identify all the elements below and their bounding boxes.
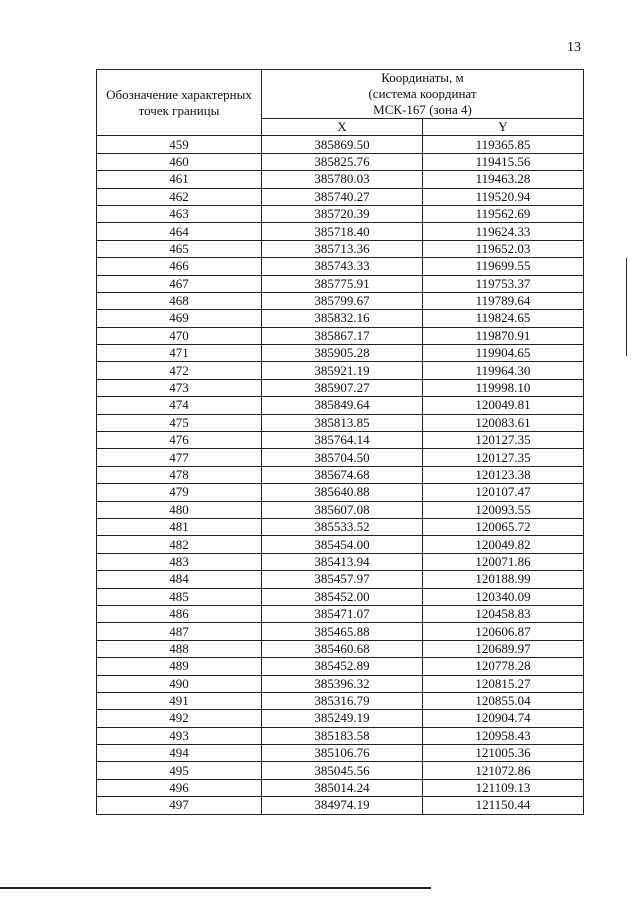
x-coordinate-cell: 385465.88: [262, 623, 423, 640]
y-coordinate-cell: 119562.69: [423, 205, 584, 222]
x-coordinate-cell: 385106.76: [262, 745, 423, 762]
point-number-cell: 489: [97, 658, 262, 675]
point-number-cell: 490: [97, 675, 262, 692]
point-number-cell: 497: [97, 797, 262, 814]
table-row: [97, 432, 584, 449]
y-coordinate-cell: 121109.13: [423, 779, 584, 796]
x-column-header: X: [262, 119, 423, 136]
table-row: [97, 136, 584, 153]
y-coordinate-cell: 120855.04: [423, 692, 584, 709]
point-number-cell: 459: [97, 136, 262, 153]
point-number-cell: 460: [97, 153, 262, 170]
y-coordinate-cell: 119964.30: [423, 362, 584, 379]
table-row: [97, 292, 584, 309]
y-coordinate-cell: 119870.91: [423, 327, 584, 344]
y-coordinate-cell: 120689.97: [423, 640, 584, 657]
table-row: [97, 379, 584, 396]
table-row: [97, 310, 584, 327]
table-row: [97, 571, 584, 588]
point-number-cell: 468: [97, 292, 262, 309]
table-row: [97, 258, 584, 275]
table-row: [97, 762, 584, 779]
y-coordinate-cell: 120127.35: [423, 432, 584, 449]
y-coordinate-cell: 119789.64: [423, 292, 584, 309]
y-coordinate-cell: 119365.85: [423, 136, 584, 153]
table-row: [97, 710, 584, 727]
table-row: [97, 223, 584, 240]
table-row: [97, 779, 584, 796]
x-coordinate-cell: 385907.27: [262, 379, 423, 396]
table-row: [97, 658, 584, 675]
table-row: [97, 188, 584, 205]
y-coordinate-cell: 119753.37: [423, 275, 584, 292]
table-row: [97, 675, 584, 692]
point-number-cell: 462: [97, 188, 262, 205]
y-coordinate-cell: 120958.43: [423, 727, 584, 744]
footer-rule: [0, 887, 431, 889]
table-row: [97, 362, 584, 379]
point-number-cell: 493: [97, 727, 262, 744]
y-coordinate-cell: 120065.72: [423, 518, 584, 535]
point-number-cell: 477: [97, 449, 262, 466]
x-coordinate-cell: 385704.50: [262, 449, 423, 466]
x-coordinate-cell: 385718.40: [262, 223, 423, 240]
x-coordinate-cell: 385471.07: [262, 605, 423, 622]
point-number-cell: 466: [97, 258, 262, 275]
x-coordinate-cell: 385813.85: [262, 414, 423, 431]
point-number-cell: 488: [97, 640, 262, 657]
y-coordinate-cell: 120815.27: [423, 675, 584, 692]
point-number-cell: 484: [97, 571, 262, 588]
y-coordinate-cell: 120127.35: [423, 449, 584, 466]
y-coordinate-cell: 120188.99: [423, 571, 584, 588]
table-row: [97, 553, 584, 570]
point-number-cell: 496: [97, 779, 262, 796]
coordinates-header-line1: Координаты, м: [381, 70, 464, 85]
x-coordinate-cell: 385740.27: [262, 188, 423, 205]
table-row: [97, 484, 584, 501]
coordinates-header-line2: (система координат: [368, 86, 477, 101]
table-row: [97, 605, 584, 622]
table-row: [97, 640, 584, 657]
point-number-cell: 463: [97, 205, 262, 222]
table-row: [97, 414, 584, 431]
margin-mark: [626, 258, 627, 356]
point-number-cell: 486: [97, 605, 262, 622]
y-coordinate-cell: 121072.86: [423, 762, 584, 779]
x-coordinate-cell: 385799.67: [262, 292, 423, 309]
x-coordinate-cell: 385249.19: [262, 710, 423, 727]
table-row: [97, 536, 584, 553]
y-coordinate-cell: 120340.09: [423, 588, 584, 605]
x-coordinate-cell: 385867.17: [262, 327, 423, 344]
table-row: [97, 205, 584, 222]
y-coordinate-cell: 119624.33: [423, 223, 584, 240]
y-coordinate-cell: 120071.86: [423, 553, 584, 570]
point-number-cell: 495: [97, 762, 262, 779]
y-coordinate-cell: 120904.74: [423, 710, 584, 727]
x-coordinate-cell: 385452.00: [262, 588, 423, 605]
y-coordinate-cell: 120093.55: [423, 501, 584, 518]
point-number-cell: 474: [97, 397, 262, 414]
table-row: [97, 692, 584, 709]
y-coordinate-cell: 120458.83: [423, 605, 584, 622]
x-coordinate-cell: 385607.08: [262, 501, 423, 518]
point-number-cell: 467: [97, 275, 262, 292]
point-number-cell: 481: [97, 518, 262, 535]
table-row: [97, 797, 584, 814]
y-coordinate-cell: 119415.56: [423, 153, 584, 170]
table-row: [97, 727, 584, 744]
y-coordinate-cell: 119463.28: [423, 171, 584, 188]
x-coordinate-cell: 385457.97: [262, 571, 423, 588]
table-row: [97, 275, 584, 292]
x-coordinate-cell: 385183.58: [262, 727, 423, 744]
x-coordinate-cell: 385780.03: [262, 171, 423, 188]
y-coordinate-cell: 121005.36: [423, 745, 584, 762]
x-coordinate-cell: 385743.33: [262, 258, 423, 275]
x-coordinate-cell: 385825.76: [262, 153, 423, 170]
x-coordinate-cell: 385452.89: [262, 658, 423, 675]
y-coordinate-cell: 120778.28: [423, 658, 584, 675]
point-number-cell: 472: [97, 362, 262, 379]
table-row: [97, 501, 584, 518]
y-column-header: Y: [423, 119, 584, 136]
x-coordinate-cell: 385921.19: [262, 362, 423, 379]
point-number-cell: 469: [97, 310, 262, 327]
x-coordinate-cell: 385454.00: [262, 536, 423, 553]
point-number-cell: 492: [97, 710, 262, 727]
table-header: [97, 70, 584, 136]
y-coordinate-cell: 120107.47: [423, 484, 584, 501]
page-number: 13: [567, 40, 581, 55]
point-number-cell: 476: [97, 432, 262, 449]
point-number-cell: 482: [97, 536, 262, 553]
point-number-cell: 479: [97, 484, 262, 501]
point-number-cell: 465: [97, 240, 262, 257]
x-coordinate-cell: 385533.52: [262, 518, 423, 535]
y-coordinate-cell: 119652.03: [423, 240, 584, 257]
x-coordinate-cell: 385764.14: [262, 432, 423, 449]
x-coordinate-cell: 385674.68: [262, 466, 423, 483]
table-row: [97, 518, 584, 535]
x-coordinate-cell: 384974.19: [262, 797, 423, 814]
y-coordinate-cell: 119699.55: [423, 258, 584, 275]
x-coordinate-cell: 385849.64: [262, 397, 423, 414]
table-row: [97, 153, 584, 170]
y-coordinate-cell: 120606.87: [423, 623, 584, 640]
y-coordinate-cell: 121150.44: [423, 797, 584, 814]
point-number-cell: 475: [97, 414, 262, 431]
y-coordinate-cell: 119998.10: [423, 379, 584, 396]
x-coordinate-cell: 385396.32: [262, 675, 423, 692]
table-row: [97, 397, 584, 414]
coordinates-table: [96, 69, 584, 815]
coordinates-header: [262, 70, 584, 119]
x-coordinate-cell: 385905.28: [262, 345, 423, 362]
y-coordinate-cell: 119520.94: [423, 188, 584, 205]
point-number-cell: 473: [97, 379, 262, 396]
x-coordinate-cell: 385413.94: [262, 553, 423, 570]
y-coordinate-cell: 120083.61: [423, 414, 584, 431]
y-coordinate-cell: 120049.82: [423, 536, 584, 553]
x-coordinate-cell: 385713.36: [262, 240, 423, 257]
table-row: [97, 449, 584, 466]
x-coordinate-cell: 385460.68: [262, 640, 423, 657]
table-row: [97, 171, 584, 188]
x-coordinate-cell: 385832.16: [262, 310, 423, 327]
x-coordinate-cell: 385045.56: [262, 762, 423, 779]
point-number-cell: 471: [97, 345, 262, 362]
x-coordinate-cell: 385640.88: [262, 484, 423, 501]
table-row: [97, 240, 584, 257]
y-coordinate-cell: 120049.81: [423, 397, 584, 414]
table-body: [97, 136, 584, 814]
point-number-cell: 480: [97, 501, 262, 518]
y-coordinate-cell: 119824.65: [423, 310, 584, 327]
point-number-cell: 494: [97, 745, 262, 762]
table-row: [97, 623, 584, 640]
point-number-cell: 487: [97, 623, 262, 640]
point-number-cell: 483: [97, 553, 262, 570]
x-coordinate-cell: 385775.91: [262, 275, 423, 292]
coordinates-header-line3: МСК-167 (зона 4): [373, 102, 472, 117]
point-number-cell: 461: [97, 171, 262, 188]
x-coordinate-cell: 385720.39: [262, 205, 423, 222]
point-number-cell: 464: [97, 223, 262, 240]
y-coordinate-cell: 120123.38: [423, 466, 584, 483]
point-designation-header: Обозначение характерных точек границы: [97, 70, 262, 136]
point-number-cell: 485: [97, 588, 262, 605]
table-row: [97, 327, 584, 344]
table-row: [97, 466, 584, 483]
point-number-cell: 491: [97, 692, 262, 709]
point-number-cell: 470: [97, 327, 262, 344]
point-number-cell: 478: [97, 466, 262, 483]
x-coordinate-cell: 385869.50: [262, 136, 423, 153]
table-row: [97, 745, 584, 762]
y-coordinate-cell: 119904.65: [423, 345, 584, 362]
table-row: [97, 588, 584, 605]
x-coordinate-cell: 385014.24: [262, 779, 423, 796]
x-coordinate-cell: 385316.79: [262, 692, 423, 709]
table-row: [97, 345, 584, 362]
